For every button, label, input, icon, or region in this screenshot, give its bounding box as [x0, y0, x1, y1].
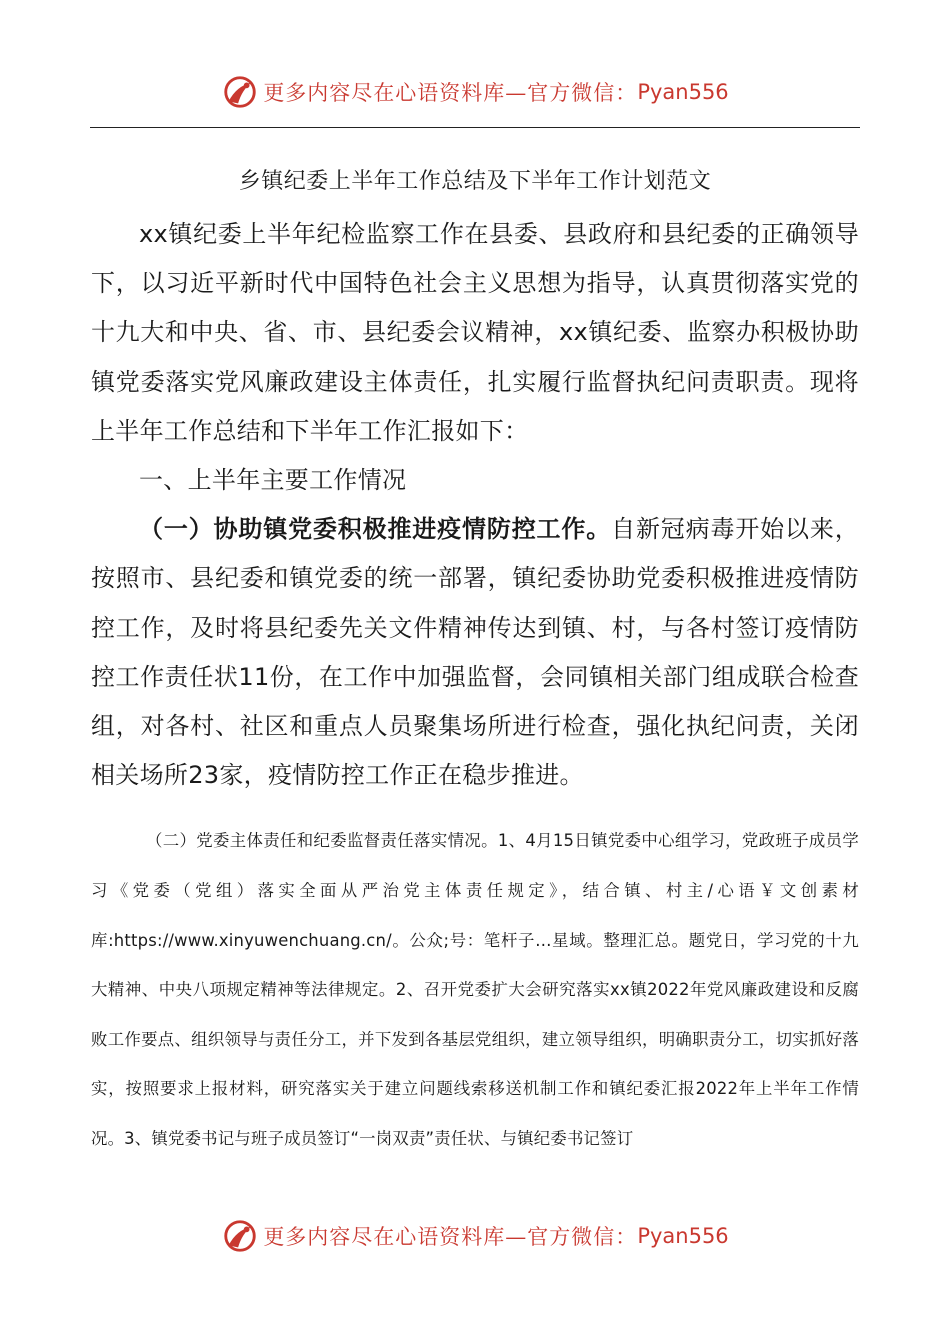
brand-logo-icon	[221, 1217, 259, 1255]
document-title: 乡镇纪委上半年工作总结及下半年工作计划范文	[238, 169, 712, 194]
item1-heading: （一）协助镇党委积极推进疫情防控工作。	[139, 515, 612, 544]
item1-paragraph	[91, 505, 859, 800]
header-banner	[0, 72, 950, 112]
section-heading: 一、上半年主要工作情况	[139, 466, 407, 495]
document-body	[91, 160, 859, 1164]
header-banner-id: Pyan556	[637, 80, 729, 104]
header-banner-text: 更多内容尽在心语资料库—官方微信：	[263, 81, 638, 105]
footer-banner-id: Pyan556	[637, 1224, 729, 1248]
item2-paragraph: （二）党委主体责任和纪委监督责任落实情况。1、4月15日镇党委中心组学习，党政班子成员学习《党委（党组）落实全面从严治党主体责任规定》，结合镇、村主/心语￥文创素材库:https://www.xinyuwenchuang.cn/。公众;号：笔杆子…星域。整理汇总。题党日，学习党的十九大精神、中央八项规定精神等法律规定。2、召开党委扩大会研究落实xx镇2022年党风廉政建设和反腐败工作要点、组织领导与责任分工，并下发到各基层党组织，建立领导组织，明确职责分工，切实抓好落实，按照要求上报材料，研究落实关于建立问题线索移送机制工作和镇纪委汇报2022年上半年工作情况。3、镇党委书记与班子成员签订“一岗双责”责任状、与镇纪委书记签订	[91, 831, 859, 1148]
header-divider	[90, 127, 860, 128]
footer-banner	[0, 1216, 950, 1256]
footer-banner-text: 更多内容尽在心语资料库—官方微信：	[263, 1225, 638, 1249]
brand-logo-icon	[221, 73, 259, 111]
intro-paragraph: xx镇纪委上半年纪检监察工作在县委、县政府和县纪委的正确领导下，以习近平新时代中国特色社会主义思想为指导，认真贯彻落实党的十九大和中央、省、市、县纪委会议精神，xx镇纪委、监察办积极协助镇党委落实党风廉政建设主体责任，扎实履行监督执纪问责职责。现将上半年工作总结和下半年工作汇报如下：	[91, 220, 859, 445]
item1-body: 自新冠病毒开始以来，按照市、县纪委和镇党委的统一部署，镇纪委协助党委积极推进疫情防控工作，及时将县纪委先关文件精神传达到镇、村，与各村签订疫情防控工作责任状11份，在工作中加强监督，会同镇相关部门组成联合检查组，对各村、社区和重点人员聚集场所进行检查，强化执纪问责，关闭相关场所23家，疫情防控工作正在稳步推进。	[91, 515, 860, 790]
